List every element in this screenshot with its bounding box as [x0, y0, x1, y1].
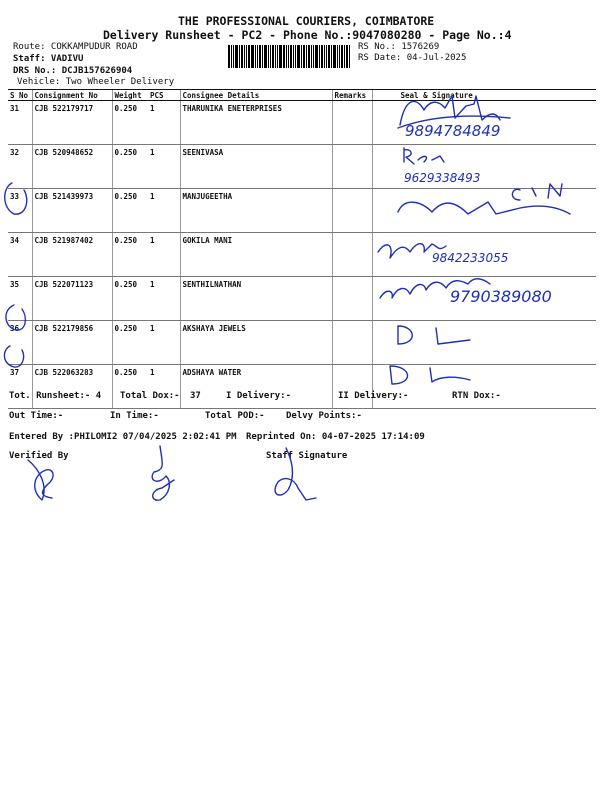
company-title: THE PROFESSIONAL COURIERS, COIMBATORE	[178, 14, 435, 28]
in-time: In Time:-	[110, 411, 159, 421]
runsheet-title: Delivery Runsheet - PC2 - Phone No.:9047080280 - Page No.:4	[103, 28, 512, 42]
cell-pcs: 1	[148, 145, 180, 189]
ii-delivery: II Delivery:-	[338, 391, 409, 401]
tot-runsheet: Tot. Runsheet:- 4	[9, 391, 102, 401]
cell-pcs: 1	[148, 321, 180, 365]
total-pod: Total POD:-	[205, 411, 265, 421]
rs-number: RS No.: 1576269	[358, 42, 440, 52]
total-dox-value: 37	[190, 391, 201, 401]
verified-by: Verified By	[9, 451, 69, 461]
cell-sno: 31	[8, 101, 32, 145]
cell-sno: 32	[8, 145, 32, 189]
cell-consignment-no: CJB 522179856	[32, 321, 112, 365]
delvy-points: Delvy Points:-	[286, 411, 362, 421]
staff-signature-label: Staff Signature	[266, 451, 348, 461]
cell-weight: 0.250	[112, 145, 148, 189]
cell-consignment-no: CJB 522071123	[32, 277, 112, 321]
circle-mark-37	[4, 346, 23, 367]
signature-phone-32: 9629338493	[404, 171, 481, 185]
signature-row-36-dl	[398, 326, 470, 344]
cell-pcs: 1	[148, 277, 180, 321]
col-consignee: Consignee Details	[180, 90, 332, 101]
cell-weight: 0.250	[112, 277, 148, 321]
rtn-dox: RTN Dox:-	[452, 391, 501, 401]
cell-weight: 0.250	[112, 321, 148, 365]
cell-weight: 0.250	[112, 365, 148, 409]
signature-row-37-dl	[390, 366, 470, 384]
cell-consignment-no: CJB 522063283	[32, 365, 112, 409]
cell-consignment-no: CJB 522179717	[32, 101, 112, 145]
total-dox-label: Total Dox:-	[120, 391, 180, 401]
drs-number: DRS No.: DCJB157626904	[13, 66, 133, 76]
col-consignment: Consignment No	[32, 90, 112, 101]
vehicle-text: Vehicle: Two Wheeler Delivery	[17, 77, 175, 87]
cell-sno: 36	[8, 321, 32, 365]
cell-consignment-no: CJB 521439973	[32, 189, 112, 233]
signature-phone-35: 9790389080	[450, 287, 552, 306]
col-weight: Weight	[112, 90, 148, 101]
cell-consignee: SENTHILNATHAN	[180, 277, 332, 321]
cell-pcs: 1	[148, 189, 180, 233]
col-signature: Seal & Signature	[372, 90, 596, 101]
circle-mark-36	[6, 305, 25, 330]
signature-row-33-scribble	[398, 202, 570, 214]
signature-staff	[275, 448, 316, 500]
signature-row-31	[400, 96, 500, 125]
cell-pcs: 1	[148, 101, 180, 145]
cell-consignee: THARUNIKA ENETERPRISES	[180, 101, 332, 145]
cell-consignee: SEENIVASA	[180, 145, 332, 189]
i-delivery: I Delivery:-	[226, 391, 292, 401]
cell-consignee: ADSHAYA WATER	[180, 365, 332, 409]
signature-phone-34: 9842233055	[432, 251, 509, 265]
out-time: Out Time:-	[9, 411, 64, 421]
signature-phone-31: 9894784849	[405, 122, 501, 140]
signature-row-33-cn	[512, 184, 562, 200]
cell-weight: 0.250	[112, 189, 148, 233]
cell-sno: 35	[8, 277, 32, 321]
cell-consignee: AKSHAYA JEWELS	[180, 321, 332, 365]
reprinted-on: Reprinted On: 04-07-2025 17:14:09	[246, 432, 425, 442]
cell-sno: 37	[8, 365, 32, 409]
col-remarks: Remarks	[332, 90, 372, 101]
circle-mark-33	[5, 183, 27, 214]
cell-weight: 0.250	[112, 101, 148, 145]
signature-entered	[152, 446, 174, 500]
signature-verified	[28, 460, 53, 500]
entered-by: Entered By :PHILOMI2 07/04/2025 2:02:41 PM	[9, 432, 237, 442]
rs-date: RS Date: 04-Jul-2025	[358, 53, 467, 63]
cell-consignment-no: CJB 521987402	[32, 233, 112, 277]
signature-row-32	[404, 148, 444, 164]
staff-text: Staff: VADIVU	[13, 54, 84, 64]
cell-consignee: MANJUGEETHA	[180, 189, 332, 233]
cell-sno: 34	[8, 233, 32, 277]
cell-weight: 0.250	[112, 233, 148, 277]
cell-consignment-no: CJB 520948652	[32, 145, 112, 189]
col-pcs: PCS	[148, 90, 180, 101]
cell-consignee: GOKILA MANI	[180, 233, 332, 277]
cell-sno: 33	[8, 189, 32, 233]
cell-pcs: 1	[148, 365, 180, 409]
route-text: Route: COKKAMPUDUR ROAD	[13, 42, 138, 52]
col-sno: S No	[8, 90, 32, 101]
cell-pcs: 1	[148, 233, 180, 277]
